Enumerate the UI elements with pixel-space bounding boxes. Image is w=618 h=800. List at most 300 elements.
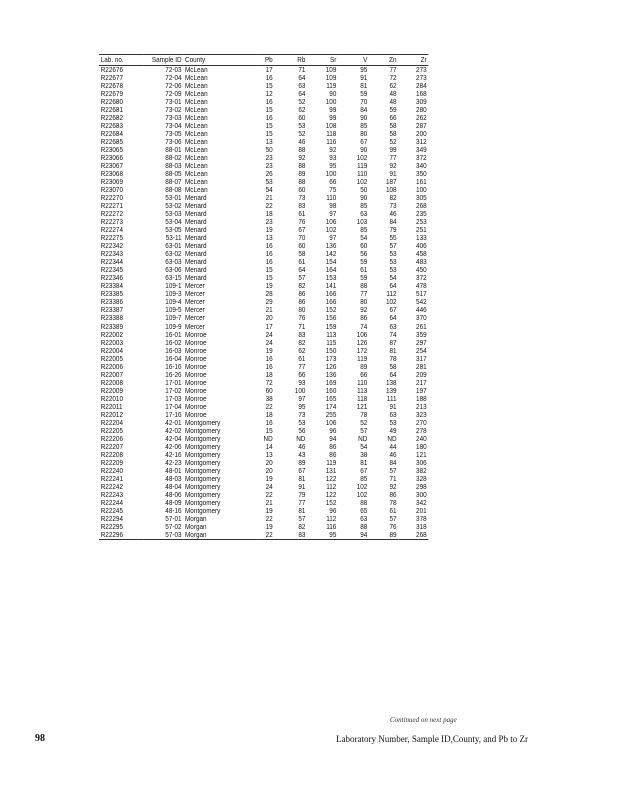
county-cell: Menard <box>185 226 207 235</box>
sr-cell: 113 <box>326 330 337 339</box>
sample-id-cell: 53-02 <box>165 202 182 211</box>
sr-cell: 99 <box>329 114 337 123</box>
table-row <box>99 282 428 290</box>
pb-cell: 29 <box>265 298 273 307</box>
sr-cell: 153 <box>325 274 337 283</box>
table-row <box>99 467 428 475</box>
county-cell: Mercer <box>185 298 205 307</box>
rb-cell: 46 <box>298 442 306 451</box>
zr-cell: 300 <box>416 490 427 499</box>
v-cell: 85 <box>360 226 368 235</box>
zr-cell: 318 <box>416 522 427 531</box>
zr-cell: 209 <box>416 370 427 379</box>
sample-id-cell: 17-01 <box>165 378 182 387</box>
rb-cell: 93 <box>298 378 306 387</box>
table-row <box>99 531 428 540</box>
county-cell: Montgomery <box>185 434 221 443</box>
table-row <box>99 258 428 266</box>
pb-cell: 28 <box>265 290 273 299</box>
zr-cell: 406 <box>416 242 427 251</box>
pb-cell: 16 <box>265 242 273 251</box>
table-row <box>99 387 428 395</box>
zn-cell: 48 <box>389 98 397 107</box>
sample-id-cell: 48-16 <box>165 506 182 515</box>
rb-cell: 53 <box>298 418 306 427</box>
table-row <box>99 363 428 371</box>
sample-id-cell: 72-09 <box>165 90 182 99</box>
sample-id-cell: 57-03 <box>144 531 184 540</box>
sr-cell: 164 <box>325 266 337 275</box>
lab-no-cell: R23065 <box>100 146 123 155</box>
v-cell: 54 <box>360 442 368 451</box>
zr-cell: 297 <box>416 338 427 347</box>
zn-cell: 46 <box>389 210 397 219</box>
rb-cell: ND <box>296 434 306 443</box>
pb-cell: 24 <box>265 482 273 491</box>
sr-cell: 106 <box>325 418 337 427</box>
pb-cell: 17 <box>265 65 273 74</box>
table-row <box>99 234 428 242</box>
sr-cell: 102 <box>325 226 337 235</box>
sr-cell: 109 <box>325 74 337 83</box>
county-cell: Menard <box>185 250 207 259</box>
table-row <box>99 515 428 523</box>
pb-cell: 20 <box>265 466 273 475</box>
pb-cell: 16 <box>265 114 273 123</box>
header-v: V <box>338 55 369 66</box>
sample-id-cell: 109-4 <box>165 298 182 307</box>
zr-cell: 197 <box>416 386 427 395</box>
sr-cell: 150 <box>325 346 337 355</box>
v-cell: 88 <box>360 282 368 291</box>
pb-cell: 22 <box>265 402 273 411</box>
rb-cell: 77 <box>298 362 306 371</box>
rb-cell: 62 <box>298 346 306 355</box>
pb-cell: 19 <box>265 522 273 531</box>
pb-cell: 18 <box>265 210 273 219</box>
rb-cell: 60 <box>298 186 306 195</box>
sr-cell: 100 <box>325 98 337 107</box>
sr-cell: 160 <box>325 386 337 395</box>
rb-cell: 76 <box>298 218 306 227</box>
county-cell: McLean <box>185 178 208 187</box>
zn-cell: 112 <box>386 290 397 299</box>
lab-no-cell: R22004 <box>100 346 123 355</box>
pb-cell: 12 <box>265 90 273 99</box>
zr-cell: 273 <box>416 65 427 74</box>
county-cell: Monroe <box>185 330 207 339</box>
lab-no-cell: R22274 <box>100 226 123 235</box>
zn-cell: 84 <box>389 218 397 227</box>
sample-id-cell: 72-04 <box>165 74 182 83</box>
zr-cell: 251 <box>416 226 427 235</box>
v-cell: 95 <box>360 65 368 74</box>
sample-id-cell: 42-04 <box>165 434 182 443</box>
rb-cell: 86 <box>298 298 306 307</box>
pb-cell: 16 <box>265 418 273 427</box>
county-cell: Menard <box>185 202 207 211</box>
county-cell: Morgan <box>183 531 257 540</box>
pb-cell: 22 <box>257 531 274 540</box>
v-cell: 65 <box>360 506 368 515</box>
sample-id-cell: 42-16 <box>165 450 182 459</box>
header-sr: Sr <box>307 55 338 66</box>
sr-cell: 166 <box>325 290 337 299</box>
rb-cell: 58 <box>298 250 306 259</box>
data-table <box>99 54 428 540</box>
sample-id-cell: 109-7 <box>165 314 182 323</box>
zn-cell: 91 <box>389 402 397 411</box>
lab-no-cell: R22345 <box>100 266 123 275</box>
lab-no-cell: R23388 <box>100 314 123 323</box>
county-cell: McLean <box>185 98 208 107</box>
pb-cell: 22 <box>265 490 273 499</box>
zr-cell: 235 <box>416 210 427 219</box>
rb-cell: 73 <box>298 194 306 203</box>
zn-cell: 58 <box>389 362 397 371</box>
zn-cell: 84 <box>389 458 397 467</box>
rb-cell: 56 <box>298 426 306 435</box>
sample-id-cell: 53-03 <box>165 210 182 219</box>
zr-cell: 517 <box>416 290 427 299</box>
sr-cell: 92 <box>329 146 337 155</box>
sr-cell: 99 <box>329 106 337 115</box>
zr-cell: 317 <box>416 354 427 363</box>
sample-id-cell: 16-01 <box>165 330 182 339</box>
sample-id-cell: 109-1 <box>165 282 182 291</box>
v-cell: 92 <box>360 306 368 315</box>
pb-cell: 15 <box>265 130 273 139</box>
lab-no-cell: R22243 <box>100 490 123 499</box>
rb-cell: 83 <box>298 202 306 211</box>
zn-cell: 62 <box>389 82 397 91</box>
lab-no-cell: R23385 <box>100 290 123 299</box>
rb-cell: 86 <box>298 290 306 299</box>
lab-no-cell: R22677 <box>100 74 123 83</box>
pb-cell: 60 <box>265 386 273 395</box>
lab-no-cell: R22679 <box>100 90 123 99</box>
zn-cell: 77 <box>389 154 397 163</box>
county-cell: McLean <box>185 74 208 83</box>
sr-cell: 174 <box>325 402 337 411</box>
zr-cell: 542 <box>416 298 427 307</box>
header-row <box>99 55 428 66</box>
rb-cell: 67 <box>298 226 306 235</box>
zn-cell: 99 <box>389 146 397 155</box>
sr-cell: 112 <box>326 482 337 491</box>
v-cell: 78 <box>360 410 368 419</box>
sample-id-cell: 88-01 <box>165 146 182 155</box>
lab-no-cell: R22346 <box>100 274 123 283</box>
table-row <box>99 331 428 339</box>
rb-cell: 95 <box>298 402 306 411</box>
zn-cell: 54 <box>389 274 397 283</box>
zn-cell: 66 <box>389 114 397 123</box>
county-cell: McLean <box>185 90 208 99</box>
sr-cell: 119 <box>326 458 337 467</box>
sr-cell: 165 <box>325 394 337 403</box>
v-cell: 60 <box>360 242 368 251</box>
rb-cell: 81 <box>298 474 306 483</box>
zr-cell: 284 <box>416 82 427 91</box>
v-cell: 118 <box>357 394 368 403</box>
lab-no-cell: R22012 <box>100 410 123 419</box>
v-cell: 61 <box>360 266 368 275</box>
zn-cell: 92 <box>389 162 397 171</box>
rb-cell: 80 <box>298 306 306 315</box>
page-number: 98 <box>35 733 45 744</box>
v-cell: 66 <box>360 370 368 379</box>
v-cell: 81 <box>360 458 368 467</box>
pb-cell: 18 <box>265 370 273 379</box>
lab-no-cell: R22005 <box>100 354 123 363</box>
zr-cell: 200 <box>416 130 427 139</box>
lab-no-cell: R23384 <box>100 282 123 291</box>
zn-cell: 52 <box>389 138 397 147</box>
county-cell: Montgomery <box>185 490 221 499</box>
rb-cell: 89 <box>298 170 306 179</box>
table-row <box>99 323 428 331</box>
zr-cell: 342 <box>416 498 427 507</box>
sr-cell: 93 <box>329 154 337 163</box>
v-cell: 88 <box>360 522 368 531</box>
sr-cell: 66 <box>329 178 337 187</box>
sample-id-cell: 16-16 <box>165 362 182 371</box>
county-cell: Mercer <box>185 314 205 323</box>
table-row <box>99 347 428 355</box>
table-row <box>99 202 428 210</box>
zr-cell: 446 <box>416 306 427 315</box>
sample-id-cell: 53-11 <box>165 234 182 243</box>
pb-cell: 21 <box>265 306 273 315</box>
county-cell: Montgomery <box>185 442 221 451</box>
zr-cell: 349 <box>416 146 427 155</box>
lab-no-cell: R22273 <box>100 218 123 227</box>
lab-no-cell: R22245 <box>100 506 123 515</box>
zn-cell: 58 <box>389 130 397 139</box>
header-rb: Rb <box>274 55 307 66</box>
county-cell: Monroe <box>185 362 207 371</box>
sample-id-cell: 63-15 <box>165 274 182 283</box>
pb-cell: 19 <box>265 474 273 483</box>
county-cell: Menard <box>185 218 207 227</box>
table-row <box>99 339 428 347</box>
v-cell: 85 <box>360 474 368 483</box>
sample-id-cell: 63-06 <box>165 266 182 275</box>
sample-id-cell: 48-03 <box>165 474 182 483</box>
lab-no-cell: R22008 <box>100 378 123 387</box>
rb-cell: 57 <box>298 274 306 283</box>
zr-cell: 340 <box>416 162 427 171</box>
lab-no-cell: R22270 <box>100 194 123 203</box>
rb-cell: 100 <box>294 386 306 395</box>
zn-cell: 108 <box>385 186 397 195</box>
pb-cell: 16 <box>265 250 273 259</box>
sample-id-cell: 109-5 <box>165 306 182 315</box>
v-cell: 90 <box>360 146 368 155</box>
lab-no-cell: R23387 <box>100 306 123 315</box>
v-cell: 119 <box>357 354 368 363</box>
county-cell: Menard <box>185 234 207 243</box>
lab-no-cell: R22682 <box>100 114 123 123</box>
sr-cell: 75 <box>329 186 337 195</box>
zr-cell: 240 <box>416 434 427 443</box>
pb-cell: 23 <box>265 154 273 163</box>
v-cell: 102 <box>356 482 368 491</box>
county-cell: Mercer <box>185 290 205 299</box>
table-row <box>99 314 428 322</box>
v-cell: 81 <box>360 82 368 91</box>
pb-cell: 53 <box>265 178 273 187</box>
county-cell: Montgomery <box>185 506 221 515</box>
lab-no-cell: R23389 <box>100 322 123 331</box>
lab-no-cell: R23068 <box>100 170 123 179</box>
v-cell: 85 <box>360 122 368 131</box>
pb-cell: 13 <box>265 450 273 459</box>
rb-cell: 64 <box>298 266 306 275</box>
sr-cell: 136 <box>325 370 337 379</box>
sr-cell: 116 <box>326 138 337 147</box>
zr-cell: 312 <box>416 138 427 147</box>
county-cell: Menard <box>185 266 207 275</box>
zr-cell: 268 <box>398 531 428 540</box>
zn-cell: 63 <box>389 410 397 419</box>
sample-id-cell: 88-08 <box>165 186 182 195</box>
v-cell: 126 <box>356 338 368 347</box>
rb-cell: 62 <box>298 106 306 115</box>
table-row <box>99 74 428 82</box>
lab-no-cell: R22683 <box>100 122 123 131</box>
lab-no-cell: R22275 <box>100 234 123 243</box>
zr-cell: 188 <box>416 394 427 403</box>
sample-id-cell: 63-03 <box>165 258 182 267</box>
county-cell: Montgomery <box>185 418 221 427</box>
sr-cell: 255 <box>325 410 337 419</box>
zn-cell: 78 <box>389 354 397 363</box>
sample-id-cell: 42-06 <box>165 442 182 451</box>
sample-id-cell: 53-01 <box>165 194 182 203</box>
county-cell: Monroe <box>185 338 207 347</box>
table-body <box>99 66 428 540</box>
county-cell: McLean <box>185 146 208 155</box>
zn-cell: 74 <box>389 330 397 339</box>
sample-id-cell: 63-02 <box>165 250 182 259</box>
county-cell: Mercer <box>185 322 205 331</box>
table-row <box>99 379 428 387</box>
pb-cell: 50 <box>265 146 273 155</box>
zr-cell: 280 <box>416 106 427 115</box>
table-row <box>99 186 428 194</box>
zr-cell: 458 <box>416 250 427 259</box>
v-cell: 59 <box>360 90 368 99</box>
sr-cell: 109 <box>325 65 337 74</box>
zn-cell: 82 <box>389 194 397 203</box>
rb-cell: 57 <box>298 514 306 523</box>
county-cell: Monroe <box>185 402 207 411</box>
lab-no-cell: R22207 <box>100 442 123 451</box>
pb-cell: 15 <box>265 274 273 283</box>
table-row <box>99 435 428 443</box>
pb-cell: 16 <box>265 98 273 107</box>
table-row <box>99 298 428 306</box>
rb-cell: 52 <box>298 130 306 139</box>
sample-id-cell: 48-06 <box>165 490 182 499</box>
lab-no-cell: R22296 <box>99 531 144 540</box>
rb-cell: 83 <box>298 330 306 339</box>
county-cell: McLean <box>185 186 208 195</box>
v-cell: 80 <box>360 298 368 307</box>
zr-cell: 370 <box>416 314 427 323</box>
pb-cell: 38 <box>265 394 273 403</box>
sr-cell: 96 <box>329 506 337 515</box>
table-row <box>99 90 428 98</box>
county-cell: Montgomery <box>185 482 221 491</box>
lab-no-cell: R23070 <box>100 186 123 195</box>
rb-cell: 97 <box>298 394 306 403</box>
v-cell: 90 <box>360 194 368 203</box>
sr-cell: 136 <box>325 242 337 251</box>
sr-cell: 122 <box>325 474 337 483</box>
zn-cell: 63 <box>389 322 397 331</box>
table-row <box>99 443 428 451</box>
v-cell: 102 <box>356 490 368 499</box>
lab-no-cell: R22208 <box>100 450 123 459</box>
table-row <box>99 371 428 379</box>
zr-cell: 372 <box>416 274 427 283</box>
pb-cell: ND <box>263 434 273 443</box>
header-county: County <box>183 55 257 66</box>
zn-cell: 48 <box>389 90 397 99</box>
rb-cell: 83 <box>274 531 307 540</box>
rb-cell: 61 <box>298 258 306 267</box>
rb-cell: 70 <box>298 234 306 243</box>
v-cell: 113 <box>357 386 368 395</box>
sr-cell: 90 <box>329 90 337 99</box>
lab-no-cell: R22003 <box>100 338 123 347</box>
county-cell: Montgomery <box>185 498 221 507</box>
sr-cell: 96 <box>329 426 337 435</box>
sample-id-cell: 72-03 <box>165 65 182 74</box>
rb-cell: 91 <box>298 482 306 491</box>
zn-cell: 187 <box>385 178 397 187</box>
zn-cell: 64 <box>389 282 397 291</box>
zn-cell: 55 <box>389 234 397 243</box>
sr-cell: 86 <box>329 442 337 451</box>
rb-cell: 88 <box>298 178 306 187</box>
table-row <box>99 459 428 467</box>
pb-cell: 24 <box>265 330 273 339</box>
sample-id-cell: 16-02 <box>165 338 182 347</box>
sample-id-cell: 88-07 <box>165 178 182 187</box>
rb-cell: 60 <box>298 242 306 251</box>
zn-cell: 49 <box>389 426 397 435</box>
county-cell: McLean <box>185 82 208 91</box>
pb-cell: 15 <box>265 266 273 275</box>
zr-cell: 278 <box>416 426 427 435</box>
lab-no-cell: R22343 <box>100 250 123 259</box>
county-cell: McLean <box>185 122 208 131</box>
v-cell: 84 <box>360 106 368 115</box>
county-cell: Montgomery <box>185 426 221 435</box>
pb-cell: 18 <box>265 410 273 419</box>
zn-cell: 73 <box>389 202 397 211</box>
county-cell: Menard <box>185 210 207 219</box>
pb-cell: 16 <box>265 258 273 267</box>
zr-cell: 217 <box>416 378 427 387</box>
zn-cell: 58 <box>389 122 397 131</box>
zn-cell: 53 <box>389 250 397 259</box>
lab-no-cell: R22680 <box>100 98 123 107</box>
